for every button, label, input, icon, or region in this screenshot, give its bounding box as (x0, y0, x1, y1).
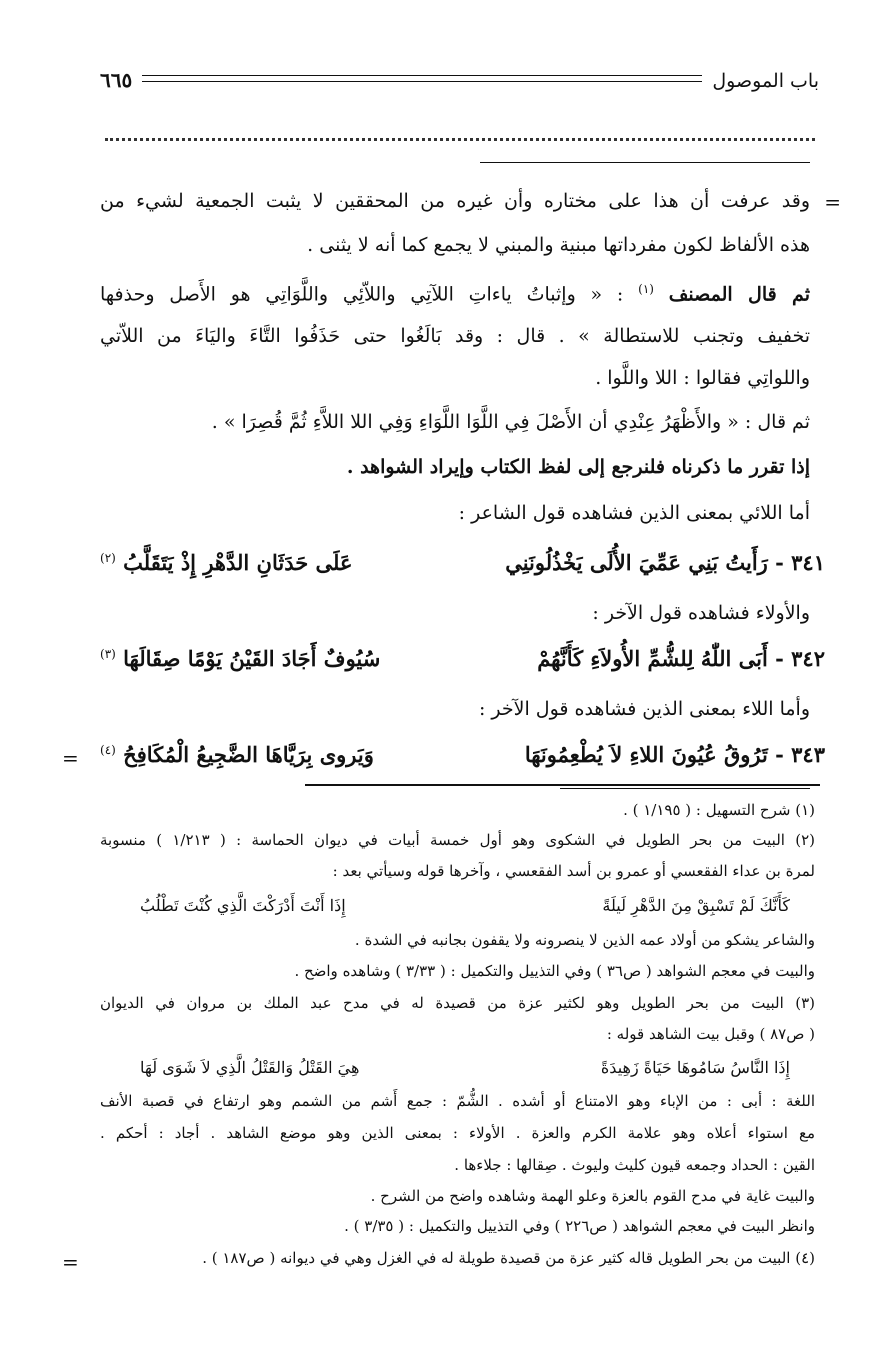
header-rule (142, 75, 702, 82)
footnote-line: والبيت غاية في مدح القوم بالعزة وعلو الهمة وشاهده واضح من الشرح . (370, 1187, 815, 1205)
body-line: أما اللائي بمعنى الذين فشاهده قول الشاعر : (458, 502, 810, 524)
footnote-4: (٤) البيت من بحر الطويل قاله كثير عزة من قصيدة طويلة له في الغزل وهي في ديوانه ( ص١٨٧ ) . (202, 1249, 815, 1267)
verse-342 (100, 646, 825, 671)
page-number: ٦٦٥ (100, 68, 133, 92)
footnote-line: والبيت في معجم الشواهد ( ص٣٦ ) وفي التذييل والتكميل : ( ٣/٣٣ ) وشاهده واضح . (294, 962, 815, 980)
verse-second-hemistich: هِيَ القَتْلُ وَالقَتْلُ الَّذِي لاَ شَوَى لَهَا (140, 1058, 360, 1077)
section-rule (480, 162, 810, 163)
body-line: تخفيف وتجنب للاستطالة » . قال : وقد بَالَغُوا حتى حَذَفُوا التَّاءَ واليَاءَ من اللاّتي (100, 325, 810, 347)
footnote-line: القين : الحداد وجمعه قيون كليث وليوث . صِقالها : جلاءها . (454, 1156, 815, 1174)
footnote-rule (560, 788, 810, 789)
footnote-ref: (١) (638, 282, 654, 296)
body-line: وأما اللاء بمعنى الذين فشاهده قول الآخر : (478, 698, 810, 720)
verse-first-hemistich: ٣٤٢ - أَبَى اللّٰهُ لِلشُّمِّ الأُولاَءِ كَأَنَّهُمْ (537, 646, 825, 671)
chapter-title: باب الموصول (712, 70, 819, 92)
verse-343 (100, 742, 825, 767)
footnote-line: وانظر البيت في معجم الشواهد ( ص٢٢٦ ) وفي التذييل والتكميل : ( ٣/٣٥ ) . (344, 1217, 815, 1235)
footnote-ref: (٤) (100, 743, 116, 757)
verse-second-hemistich: وَيَروى بِرَيَّاهَا الضَّجِيعُ الْمُكَافِحُ (123, 742, 374, 767)
footnote-verse (140, 896, 790, 915)
body-line: واللواتِي فقالوا : اللا واللَّوا . (595, 367, 810, 389)
footnote-1: (١) شرح التسهيل : ( ١/١٩٥ ) . (623, 801, 815, 819)
verse-first-hemistich: إِذَا النَّاسُ سَامُوهَا حَيَاةً زَهِيدَةً (600, 1058, 790, 1077)
footnote-line: والشاعر يشكو من أولاد عمه الذين لا ينصرونه ولا يقفون بجانبه في الشدة . (354, 931, 815, 949)
body-line: هذه الألفاظ لكون مفرداتها مبنية والمبني لا يجمع كما أنه لا يثنى . (307, 234, 810, 256)
footnote-line: مع استواء أعلاه وهو علامة الكرم والعزة . الأولاء : بمعنى الذين وهو موضع الشاهد . أجاد : أحكم . (100, 1124, 815, 1142)
footnote-line: اللغة : أبى : من الإباء وهو الامتناع أو أشده . الشُّمّ : جمع أَشم من الشمم وهو ارتفاع في قصبة الأنف (100, 1092, 815, 1110)
footnote-ref: (٣) (100, 647, 116, 661)
verse-341 (100, 550, 825, 575)
verse-second-hemistich: عَلَى حَدَثَانِ الدَّهْرِ إِذْ يَتَقَلَّبُ (123, 550, 353, 575)
dotted-separator (105, 138, 815, 141)
verse-second-hemistich: إِذَا أَنْتَ أَدْرَكْتَ الَّذِي كُنْتَ تَطْلُبُ (140, 896, 346, 915)
body-line: وقد عرفت أن هذا على مختاره وأن غيره من المحققين لا يثبت الجمعية لشيء من (100, 190, 810, 212)
continuation-mark-top: = (824, 190, 841, 214)
verse-first-hemistich: كَأَنَّكَ لَمْ تَسْبِقْ مِنَ الدَّهْرِ لَيلَةً (602, 896, 790, 915)
continuation-mark-bottom: = (62, 1250, 79, 1274)
body-line-bold: إذا تقرر ما ذكرناه فلنرجع إلى لفظ الكتاب وإيراد الشواهد . (346, 456, 810, 478)
body-line (100, 283, 810, 304)
verse-second-hemistich: سُيُوفٌ أَجَادَ القَيْنُ يَوْمًا صِقَالَهَا (123, 646, 381, 671)
verse-underline (305, 784, 820, 786)
footnote-ref: (٢) (100, 551, 116, 565)
author-lead: ثم قال المصنف (668, 283, 810, 306)
page-header (100, 60, 819, 92)
footnote-line: لمرة بن عداء الفقعسي أو عمرو بن أسد الفقعسي ، وآخرها قوله وسيأتي بعد : (332, 862, 815, 880)
verse-first-hemistich: ٣٤٣ - تَرُوقُ عُيُونَ اللاءِ لاَ يُطْعِمُونَهَا (524, 742, 825, 767)
footnote-2: (٢) البيت من بحر الطويل في الشكوى وهو أول خمسة أبيات في ديوان الحماسة : ( ١/٢١٣ ) منسوبة (100, 831, 816, 849)
footnote-line: ( ص٨٧ ) وقبل بيت الشاهد قوله : (606, 1025, 815, 1043)
footnote-verse (140, 1058, 790, 1077)
body-line: ثم قال : « والأَظْهَرُ عِنْدِي أن الأَصْلَ فِي اللَّوَا اللَّوَاءِ وَفِي اللا اللاَّءِ ثُمَّ قُصِرَا » . (211, 411, 810, 433)
verse-first-hemistich: ٣٤١ - رَأَيتُ بَنِي عَمِّيَ الأُلَى يَخْذُلُونَنِي (505, 550, 825, 575)
quote-text: : « وإثباتُ ياءاتِ اللآتِي واللاّئِي واللَّوَاتِي هو الأَصل وحذفها (100, 283, 624, 306)
body-line: والأولاء فشاهده قول الآخر : (592, 602, 810, 624)
continuation-mark-verse: = (62, 746, 79, 770)
footnote-3: (٣) البيت من بحر الطويل وهو لكثير عزة من قصيدة له في مدح عبد الملك بن مروان في الديوان (100, 994, 815, 1012)
